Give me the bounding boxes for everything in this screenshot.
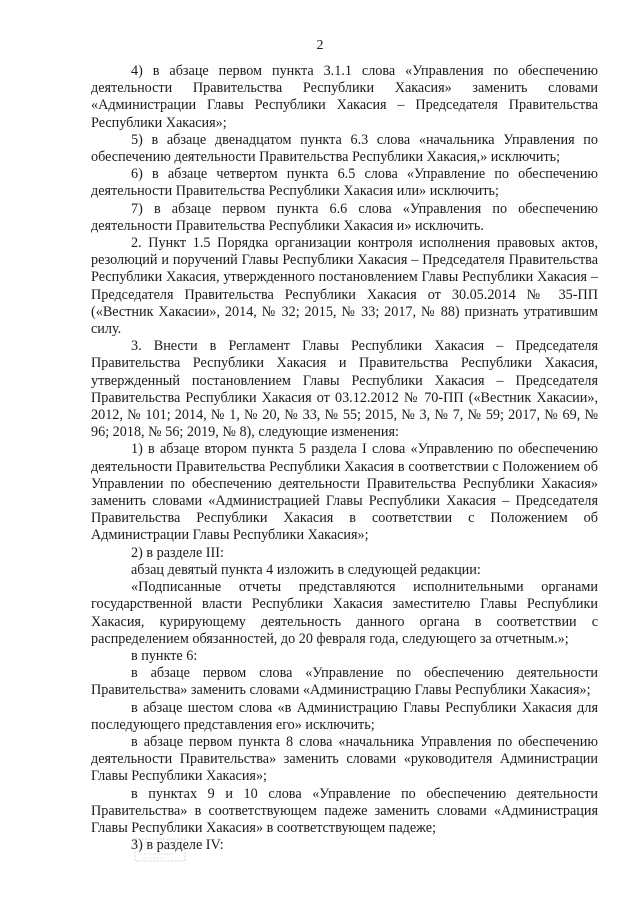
page-number: 2 [316,38,324,53]
stamp-icon [134,838,186,862]
document-body [91,63,598,854]
paragraph-clause-2: 2. Пункт 1.5 Порядка организации контроля исполнения правовых актов, резолюций и поручений Главы Республики Хакасия – Председателя Правительства Республики Хакасия, утвержденного постановлением Главы Республики Хакасия – Председателя Правительства Республики Хакасия от 30.05.2014 № 35-ПП («Вестник Хакасии», 2014, № 32; 2015, № 33; 2017, № 88) признать утратившим силу. [91,235,598,338]
paragraph-punkty-9-10: в пунктах 9 и 10 слова «Управление по обеспечению деятельности Правительства» в соответствующем падеже заменить словами «Администрация Главы Республики Хакасия» в соответствующем падеже; [91,785,598,836]
paragraph-abzac-6: в абзаце шестом слова «в Администрацию Главы Республики Хакасия для последующего представления его» исключить; [91,699,598,733]
paragraph-punkt-6: в пункте 6: [131,647,198,664]
paragraph-sub-3: 3) в разделе IV: [131,837,224,854]
paragraph-punkt-8: в абзаце первом пункта 8 слова «начальника Управления по обеспечению деятельности Правительства» заменить словами «руководителя Администрации Главы Республики Хакасия»; [91,733,598,785]
paragraph-abzac-1: в абзаце первом слова «Управление по обеспечению деятельности Правительства» заменить словами «Администрацию Главы Республики Хакасия»; [91,665,598,699]
paragraph-item-5: 5) в абзаце двенадцатом пункта 6.3 слова «начальника Управления по обеспечению деятельности Правительства Республики Хакасия,» исключить; [91,131,598,166]
paragraph-item-6: 6) в абзаце четвертом пункта 6.5 слова «Управление по обеспечению деятельности Правительства Республики Хакасия или» исключить; [91,166,598,200]
paragraph-sub-2: 2) в разделе III: [131,544,224,561]
paragraph-clause-3: 3. Внести в Регламент Главы Республики Хакасия – Председателя Правительства Республики Хакасия и Правительства Республики Хакасия, утвержденный постановлением Главы Республики Хакасия – Председателя Правительства Республики Хакасия от 03.12.2012 № 70-ПП («Вестник Хакасии», 2012, № 101; 2014, № 1, № 20, № 33, № 55; 2015, № 3, № 7, № 59; 2017, № 69, № 96; 2018, № 56; 2019, № 8), следующие изменения: [91,338,598,441]
paragraph-sub-1: 1) в абзаце втором пункта 5 раздела I слова «Управлению по обеспечению деятельности Правительства Республики Хакасия в соответствии с Положением об Управлении по обеспечению деятельности Правительства Республики Хакасия» заменить словами «Администрацией Главы Республики Хакасия – Председателя Правительства Республики Хакасия в соответствии с Положением об Администрации Главы Республики Хакасия»; [91,441,598,544]
paragraph-item-7: 7) в абзаце первом пункта 6.6 слова «Управления по обеспечению деятельности Правительства Республики Хакасия и» исключить. [91,200,598,234]
paragraph-abzac-9: абзац девятый пункта 4 изложить в следующей редакции: [131,561,481,578]
paragraph-item-4: 4) в абзаце первом пункта 3.1.1 слова «Управления по обеспечению деятельности Правительства Республики Хакасия» заменить словами «Администрации Главы Республики Хакасия – Председателя Правительства Республики Хакасия»; [91,63,598,131]
paragraph-quote: «Подписанные отчеты представляются исполнительными органами государственной власти Республики Хакасия заместителю Главы Республики Хакасия, курирующему деятельность данного органа в соответствии с распределением обязанностей, до 20 февраля года, следующего за отчетным.»; [91,579,598,647]
